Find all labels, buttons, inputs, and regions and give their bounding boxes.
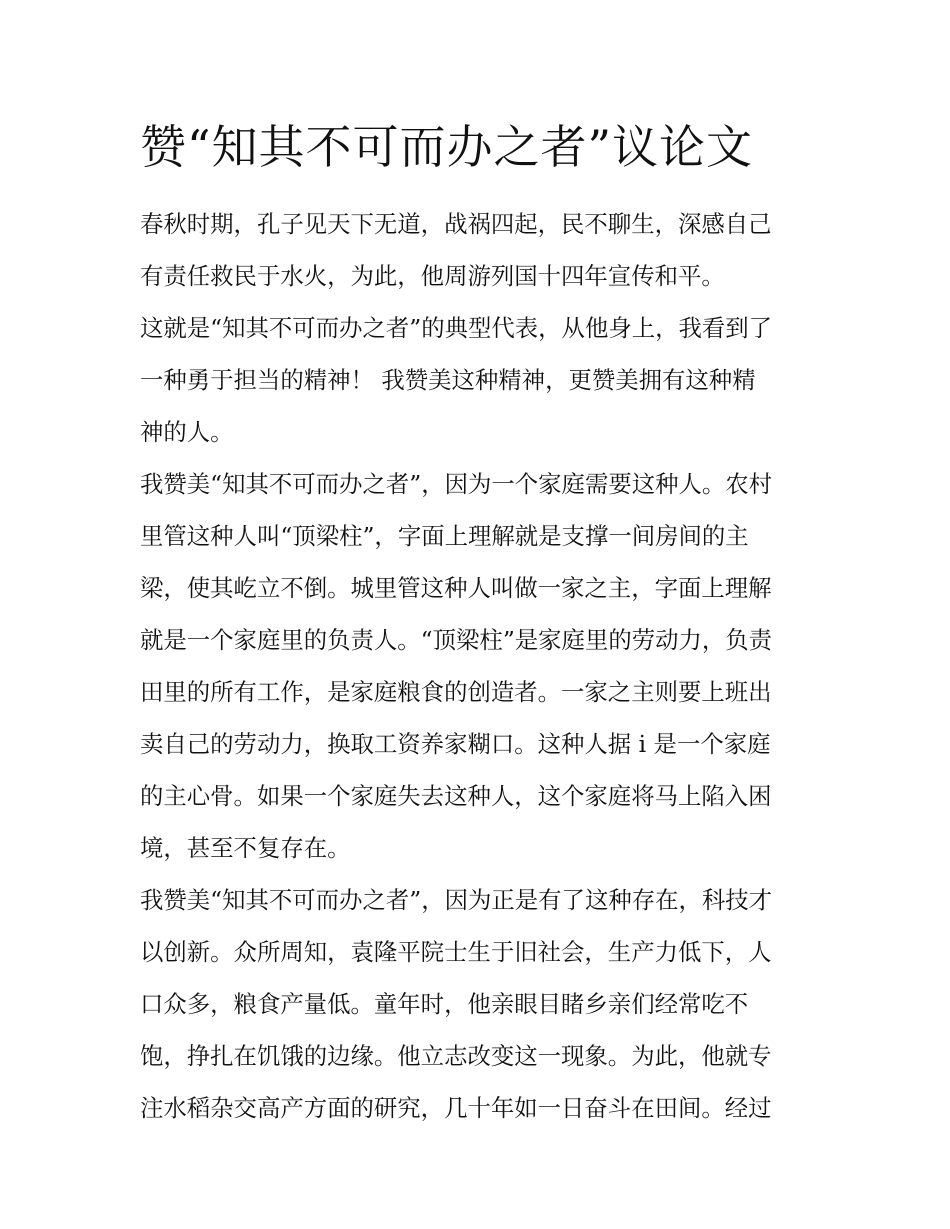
text-line: 境，甚至不复存在。 bbox=[140, 834, 351, 862]
text-line: 卖自己的劳动力，换取工资养家糊口。这种人据 i 是一个家庭 bbox=[140, 730, 771, 758]
text-line: 有责任救民于水火，为此，他周游列国十四年宣传和平。 bbox=[140, 262, 725, 290]
text-line: 注水稻杂交高产方面的研究，几十年如一日奋斗在田间。经过 bbox=[140, 1094, 772, 1122]
text-line: 梁，使其屹立不倒。城里管这种人叫做一家之主，字面上理解 bbox=[140, 574, 772, 602]
text-line: 里管这种人叫“顶梁柱”，字面上理解就是支撑一间房间的主 bbox=[140, 522, 749, 550]
text-line: 就是一个家庭里的负责人。“顶梁柱”是家庭里的劳动力，负责 bbox=[140, 626, 773, 654]
text-line: 这就是“知其不可而办之者”的典型代表，从他身上，我看到了 bbox=[140, 314, 773, 342]
text-line: 饱，挣扎在饥饿的边缘。他立志改变这一现象。为此，他就专 bbox=[140, 1042, 772, 1070]
text-line: 田里的所有工作，是家庭粮食的创造者。一家之主则要上班出 bbox=[140, 678, 772, 706]
text-line: 以创新。众所周知，袁隆平院士生于旧社会，生产力低下，人 bbox=[140, 938, 772, 966]
text-line: 神的人。 bbox=[140, 418, 234, 446]
text-line: 春秋时期，孔子见天下无道，战祸四起，民不聊生，深感自己 bbox=[140, 210, 772, 238]
text-line: 一种勇于担当的精神！ 我赞美这种精神，更赞美拥有这种精 bbox=[140, 366, 756, 394]
document-title: 赞“知其不可而办之者”议论文 bbox=[140, 120, 754, 174]
document-body bbox=[140, 198, 812, 1134]
text-line: 口众多，粮食产量低。童年时，他亲眼目睹乡亲们经常吃不 bbox=[140, 990, 749, 1018]
text-line: 我赞美“知其不可而办之者”，因为正是有了这种存在，科技才 bbox=[140, 886, 773, 914]
text-line: 我赞美“知其不可而办之者”，因为一个家庭需要这种人。农村 bbox=[140, 470, 773, 498]
text-line: 的主心骨。如果一个家庭失去这种人，这个家庭将马上陷入困 bbox=[140, 782, 772, 810]
